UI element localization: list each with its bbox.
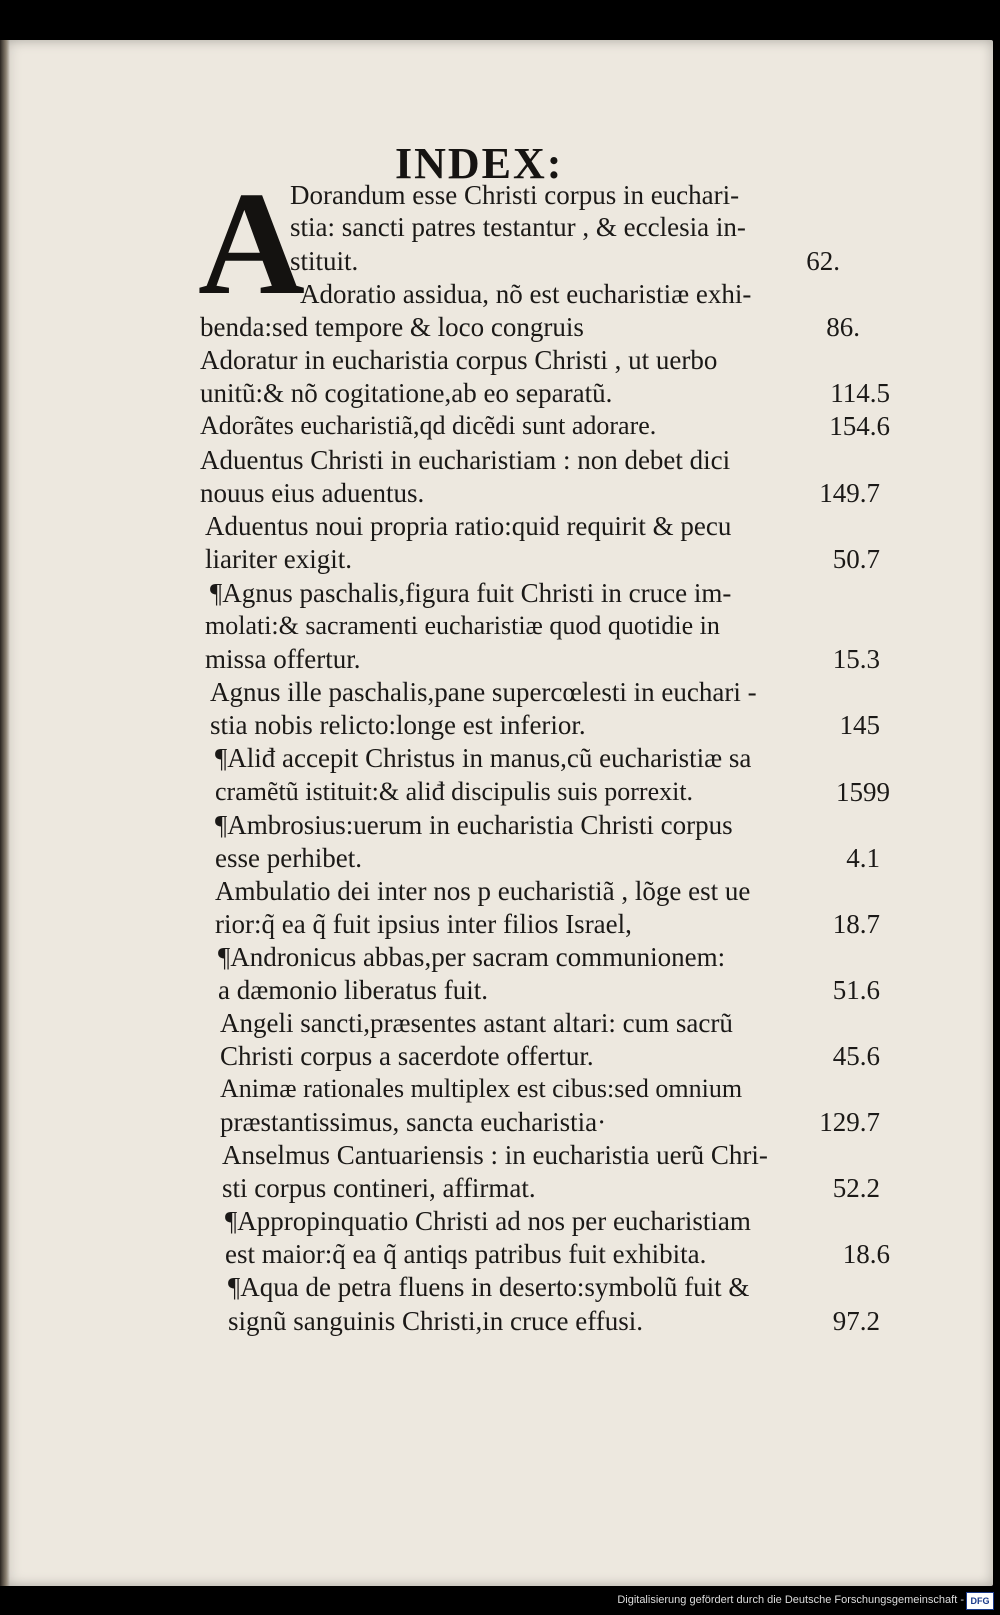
- index-entry-line: stituit.: [290, 246, 359, 276]
- page-reference: 154.6: [829, 411, 890, 441]
- index-entry-line: ¶Ambrosius:uerum in eucharistia Christi corpus: [215, 810, 733, 840]
- index-entry-line: esse perhibet.: [215, 843, 362, 873]
- index-entry-line: ¶Agnus paschalis,figura fuit Christi in cruce im-: [210, 578, 732, 608]
- page-reference: 51.6: [832, 975, 880, 1005]
- index-entry-line: Agnus ille paschalis,pane supercœlesti in euchari -: [210, 677, 757, 707]
- index-entry-line: Christi corpus a sacerdote offertur.: [220, 1041, 594, 1071]
- index-entry-line: nouus eius aduentus.: [200, 478, 425, 508]
- page-heading: INDEX:: [395, 139, 564, 188]
- index-entry-line: unitũ:& nõ cogitatione,ab eo separatũ.: [200, 378, 613, 408]
- index-entry-line: ¶Andronicus abbas,per sacram communionem:: [218, 942, 726, 972]
- page-reference: 149.7: [819, 478, 880, 508]
- dfg-logo: DFG: [966, 1592, 994, 1610]
- page-reference: 86.: [826, 312, 860, 342]
- index-entry-line: rior:q̃ ea q̃ fuit ipsius inter filios Israel,: [215, 909, 632, 939]
- index-entry-line: molati:& sacramenti eucharistiæ quod quotidie in: [205, 611, 720, 640]
- index-entry-line: Animæ rationales multiplex est cibus:sed omnium: [220, 1074, 743, 1103]
- index-entry-line: Adoratio assidua, nõ est eucharistiæ exhi-: [300, 279, 752, 309]
- page-reference: 45.6: [832, 1041, 880, 1071]
- index-entry-line: Adorãtes eucharistiã,qd dicẽdi sunt adorare.: [200, 411, 657, 440]
- page-reference: 15.3: [832, 644, 880, 674]
- index-entry-line: signũ sanguinis Christi,in cruce effusi.: [228, 1306, 643, 1336]
- page-reference: 129.7: [819, 1107, 880, 1137]
- footer-bar: [0, 1590, 1000, 1615]
- page-reference: 4.1: [846, 843, 880, 873]
- index-entry-line: Adoratur in eucharistia corpus Christi , ut uerbo: [200, 345, 718, 375]
- index-entry-line: Aduentus noui propria ratio:quid requirit & pecu: [205, 511, 732, 541]
- index-entry-line: Ambulatio dei inter nos p eucharistiã , lõge est ue: [215, 876, 751, 906]
- index-entry-line: a dæmonio liberatus fuit.: [218, 975, 488, 1005]
- index-entry-line: Dorandum esse Christi corpus in euchari-: [290, 180, 740, 210]
- page-reference: 18.6: [842, 1239, 890, 1269]
- footer-credit: Digitalisierung gefördert durch die Deutsche Forschungsgemeinschaft -: [617, 1594, 964, 1606]
- page-reference: 50.7: [832, 544, 880, 574]
- index-entry-line: benda:sed tempore & loco congruis: [200, 312, 584, 342]
- index-entry-line: ¶Appropinquatio Christi ad nos per eucharistiam: [225, 1206, 751, 1236]
- index-entry-line: stia nobis relicto:longe est inferior.: [210, 710, 586, 740]
- index-entry-line: sti corpus contineri, affirmat.: [222, 1173, 536, 1203]
- index-entry-line: liariter exigit.: [205, 544, 352, 574]
- page-reference: 97.2: [832, 1306, 880, 1336]
- index-entry-line: ¶Aqua de petra fluens in deserto:symbolũ fuit &: [228, 1272, 750, 1302]
- page-reference: 18.7: [832, 909, 880, 939]
- index-entry-line: præstantissimus, sancta eucharistia·: [220, 1107, 607, 1137]
- index-entry-line: stia: sancti patres testantur , & ecclesia in-: [290, 212, 746, 242]
- page-reference: 62.: [806, 246, 840, 276]
- index-entry-line: missa offertur.: [205, 644, 361, 674]
- index-entry-line: ¶Aliđ accepit Christus in manus,cũ eucharistiæ sa: [215, 743, 752, 773]
- page-reference: 145: [839, 710, 880, 740]
- drop-cap-initial: A: [198, 162, 305, 326]
- index-entry-line: est maior:q̃ ea q̃ antiqs patribus fuit exhibita.: [225, 1239, 707, 1269]
- index-entry-line: cramẽtũ istituit:& aliđ discipulis suis porrexit.: [215, 777, 694, 806]
- page-reference: 1599: [836, 777, 890, 807]
- page-reference: 52.2: [832, 1173, 880, 1203]
- index-entry-line: Anselmus Cantuariensis : in eucharistia uerũ Chri-: [222, 1140, 768, 1170]
- index-entry-line: Angeli sancti,præsentes astant altari: cum sacrũ: [220, 1008, 733, 1038]
- page-reference: 114.5: [830, 378, 890, 408]
- index-entry-line: Aduentus Christi in eucharistiam : non debet dici: [200, 445, 731, 475]
